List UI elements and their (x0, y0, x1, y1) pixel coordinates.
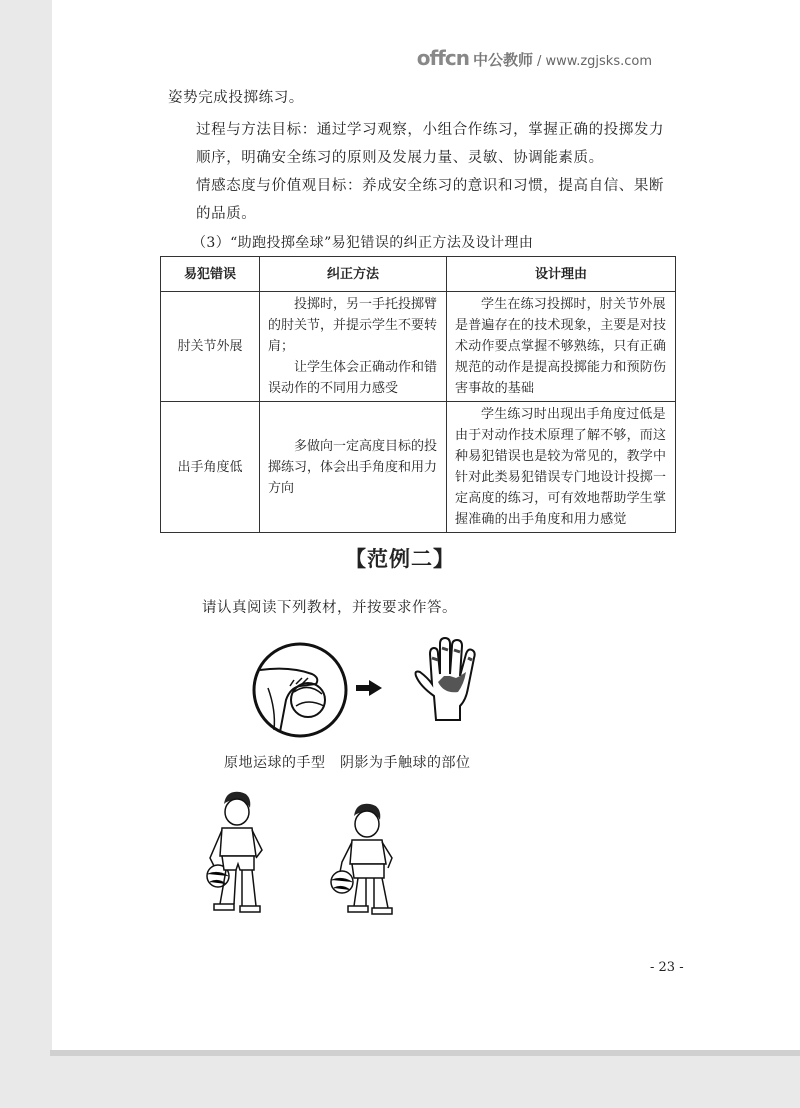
cell-error: 肘关节外展 (161, 292, 260, 402)
table-row (161, 292, 676, 402)
hand-ball-illustration (250, 640, 350, 740)
emotion-goal-text: 情感态度与价值观目标：养成安全练习的意识和习惯，提高自信、果断的品质。 (196, 178, 665, 222)
page-shadow (50, 1050, 800, 1056)
paragraph-process-goal (168, 116, 678, 172)
table-row (161, 402, 676, 533)
method-text-a: 多做向一定高度目标的投掷练习，体会出手角度和用力方向 (268, 438, 438, 496)
instruction-text: 请认真阅读下列教材，并按要求作答。 (202, 600, 457, 616)
section-title: 【范例二】 (345, 547, 455, 571)
arrow-right-icon (356, 680, 382, 696)
cell-reason (447, 402, 676, 533)
header-error: 易犯错误 (161, 257, 260, 292)
reason-text: 学生练习时出现出手角度过低是由于对动作技术原理了解不够，而这种易犯错误也是较为常见的，教学中针对此类易犯错误专门地设计投掷一定高度的练习，可有效地帮助学生掌握准确的出手角度和用力感觉 (455, 407, 667, 527)
figure-caption: 原地运球的手型 阴影为手触球的部位 (224, 755, 471, 771)
logo-url: / www.zgjsks.com (536, 54, 652, 69)
table-header-row (161, 257, 676, 292)
intro-line: 姿势完成投掷练习。 (168, 90, 304, 106)
reason-text: 学生在练习投掷时，肘关节外展是普遍存在的技术现象，主要是对技术动作要点掌握不够熟练，只有正确规范的动作是提高投掷能力和预防伤害事故的基础 (455, 297, 667, 396)
cell-reason (447, 292, 676, 402)
paragraph-emotion-goal (168, 172, 678, 228)
child-dribble-illustration (326, 798, 406, 924)
palm-shaded-icon (410, 636, 490, 722)
publisher-header (417, 46, 652, 70)
header-method: 纠正方法 (260, 257, 447, 292)
header-reason: 设计理由 (447, 257, 676, 292)
method-text-b: 让学生体会正确动作和错误动作的不同用力感受 (268, 360, 438, 396)
page-number: - 23 - (650, 960, 684, 975)
paragraph-intro (168, 84, 678, 112)
cell-method (260, 402, 447, 533)
cell-method (260, 292, 447, 402)
cell-error: 出手角度低 (161, 402, 260, 533)
table-caption: （3）“助跑投掷垒球”易犯错误的纠正方法及设计理由 (192, 235, 534, 251)
method-text-a: 投掷时，另一手托投掷臂的肘关节，并提示学生不要转肩； (268, 297, 438, 354)
child-dribble-illustration (196, 786, 276, 926)
logo-offcn: offcn (416, 46, 469, 70)
logo-chinese: 中公教师 (472, 51, 533, 69)
error-correction-table (160, 256, 676, 533)
process-goal-text: 过程与方法目标：通过学习观察，小组合作练习，掌握正确的投掷发力顺序，明确安全练习的原则及发展力量、灵敏、协调能素质。 (196, 122, 665, 166)
